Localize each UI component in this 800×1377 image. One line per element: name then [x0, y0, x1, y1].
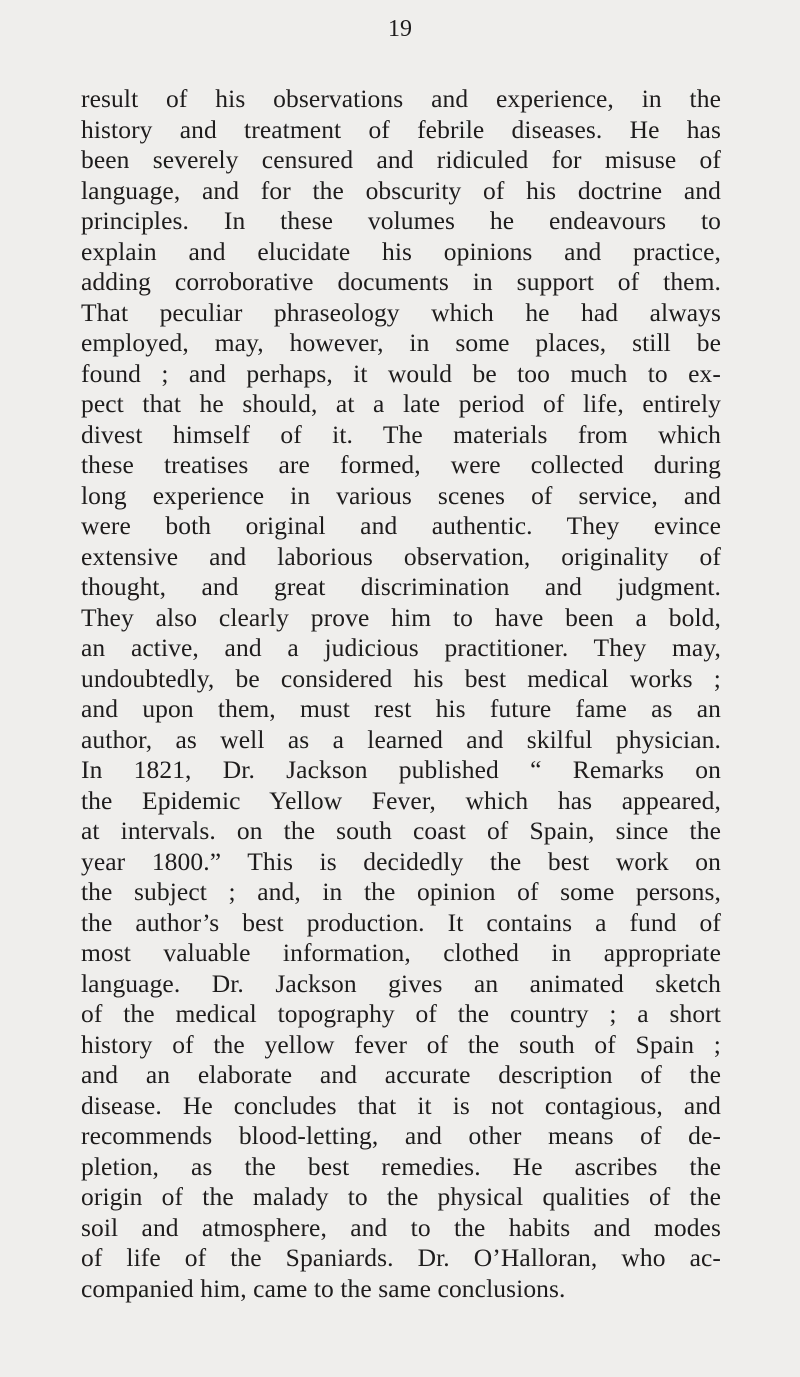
- text-line: recommends blood-letting, and other means of de-: [81, 1121, 721, 1150]
- text-line: long experience in various scenes of service, and: [81, 480, 721, 510]
- text-line: history and treatment of febrile diseases. He has: [81, 114, 721, 144]
- text-line: an active, and a judicious practitioner. They may,: [81, 633, 721, 662]
- text-line: companied him, came to the same conclusions.: [81, 1273, 566, 1303]
- text-line: divest himself of it. The materials from which: [81, 419, 721, 449]
- text-line: language, and for the obscurity of his doctrine and: [81, 175, 721, 205]
- text-line: the subject ; and, in the opinion of some persons,: [81, 877, 721, 906]
- text-line: were both original and authentic. They evince: [81, 511, 721, 540]
- text-line: been severely censured and ridiculed for misuse of: [81, 145, 721, 174]
- text-line: That peculiar phraseology which he had always: [81, 297, 721, 327]
- text-line: of life of the Spaniards. Dr. O’Halloran, who ac-: [81, 1243, 721, 1272]
- text-line: result of his observations and experience, in the: [81, 84, 721, 113]
- text-line: thought, and great discrimination and judgment.: [81, 572, 721, 601]
- text-line: disease. He concludes that it is not contagious, and: [81, 1090, 721, 1120]
- text-line: and an elaborate and accurate description of the: [81, 1060, 721, 1089]
- text-line: the author’s best production. It contains a fund of: [81, 907, 721, 937]
- text-line: extensive and laborious observation, originality of: [81, 541, 721, 571]
- text-line: history of the yellow fever of the south of Spain ;: [81, 1029, 721, 1059]
- body-text: [81, 84, 721, 1304]
- text-line: origin of the malady to the physical qualities of the: [81, 1182, 721, 1211]
- text-line: adding corroborative documents in support of them.: [81, 267, 721, 296]
- page-number: 19: [388, 16, 412, 42]
- text-line: They also clearly prove him to have been a bold,: [81, 602, 721, 632]
- text-line: most valuable information, clothed in appropriate: [81, 938, 721, 967]
- text-line: employed, may, however, in some places, still be: [81, 328, 721, 357]
- text-line: In 1821, Dr. Jackson published “ Remarks on: [81, 755, 721, 784]
- text-line: undoubtedly, be considered his best medical works ;: [81, 663, 721, 693]
- text-line: at intervals. on the south coast of Spain, since the: [81, 816, 721, 845]
- text-line: these treatises are formed, were collected during: [81, 450, 721, 479]
- text-line: and upon them, must rest his future fame as an: [81, 694, 721, 723]
- text-line: soil and atmosphere, and to the habits and modes: [81, 1212, 721, 1242]
- text-line: author, as well as a learned and skilful physician.: [81, 724, 721, 754]
- text-line: explain and elucidate his opinions and practice,: [81, 236, 721, 266]
- text-line: found ; and perhaps, it would be too much to ex-: [81, 358, 721, 388]
- text-line: year 1800.” This is decidedly the best work on: [81, 846, 721, 876]
- text-line: pletion, as the best remedies. He ascribes the: [81, 1151, 721, 1181]
- text-line: pect that he should, at a late period of life, entirely: [81, 389, 721, 418]
- text-line: of the medical topography of the country ; a short: [81, 999, 721, 1028]
- text-line: the Epidemic Yellow Fever, which has appeared,: [81, 785, 721, 815]
- text-line: principles. In these volumes he endeavours to: [81, 206, 721, 235]
- text-line: language. Dr. Jackson gives an animated sketch: [81, 968, 721, 998]
